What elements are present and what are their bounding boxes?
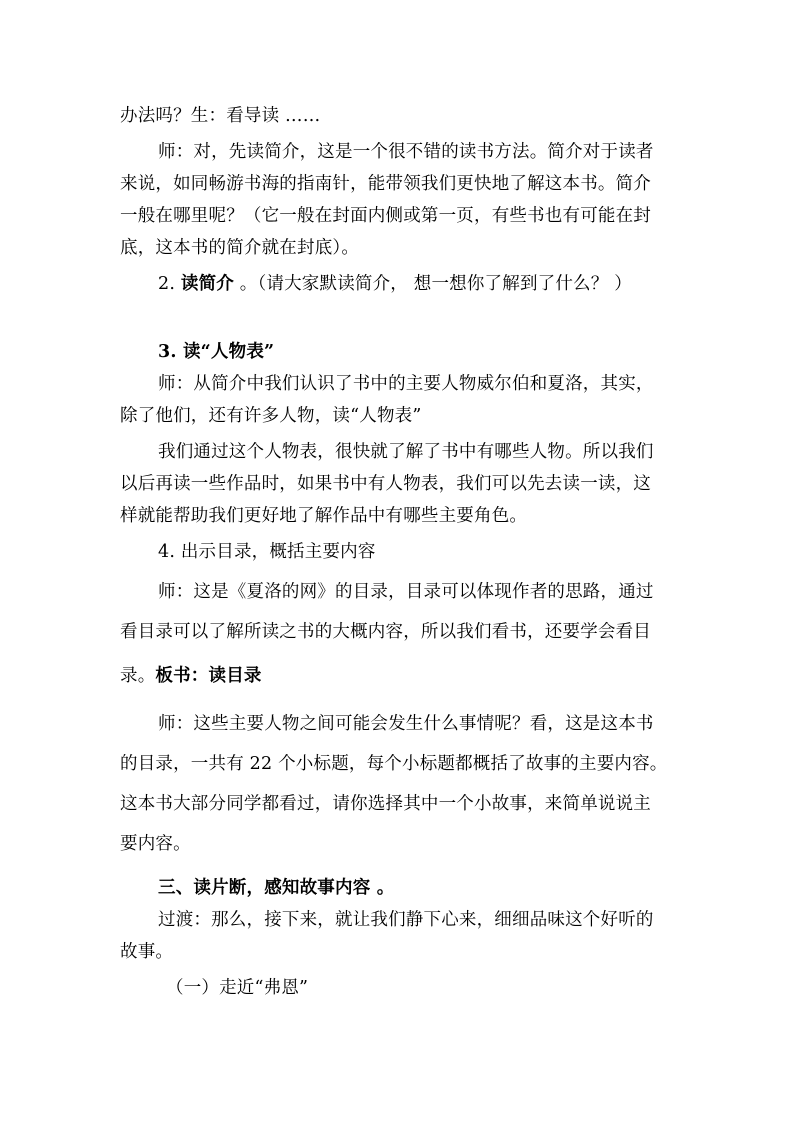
paragraph-line: 师：从简介中我们认识了书中的主要人物威尔伯和夏洛，其实， [158, 374, 654, 394]
paragraph-line: 样就能帮助我们更好地了解作品中有哪些主要角色。 [120, 506, 528, 526]
step-title: 读简介 [180, 274, 234, 294]
paragraph-line: 来说，如同畅游书海的指南针，能带领我们更快地了解这本书。简介 [120, 174, 651, 194]
paragraph-line: 师：这些主要人物之间可能会发生什么事情呢？看，这是这本书 [158, 714, 654, 734]
section-heading-character-list: 3. 读“人物表” [158, 342, 275, 362]
section-heading-read-intro [158, 272, 632, 296]
paragraph-line: 以后再读一些作品时，如果书中有人物表，我们可以先去读一读，这 [120, 474, 651, 494]
paragraph-line: 看目录可以了解所读之书的大概内容，所以我们看书，还要学会看目 [120, 622, 651, 642]
step-number: 2. [158, 274, 176, 294]
paragraph-line: 除了他们，还有许多人物，读“人物表” [120, 406, 422, 426]
paragraph-text: 录。 [120, 666, 156, 686]
paragraph-line: 底，这本书的简介就在封底）。 [120, 238, 360, 258]
paragraph-line: 我们通过这个人物表，很快就了解了书中有哪些人物。所以我们 [158, 442, 654, 462]
paragraph-line: 师：对，先读简介，这是一个很不错的读书方法。简介对于读者 [158, 142, 654, 162]
paragraph-line: 要内容。 [120, 834, 191, 854]
section-heading-table-of-contents: 4. 出示目录，概括主要内容 [158, 542, 376, 562]
paragraph-line: 一般在哪里呢？（它一般在封面内侧或第一页，有些书也有可能在封 [120, 206, 651, 226]
subsection-heading-fern: （一）走近“弗恩” [166, 978, 309, 998]
paragraph-line-with-board-note [120, 664, 262, 688]
step-instruction: 。（请大家默读简介， 想一想你了解到了什么？ ） [239, 274, 632, 294]
section-heading-read-excerpt: 三、读片断，感知故事内容 。 [158, 878, 395, 898]
paragraph-line: 的目录，一共有 22 个小标题，每个小标题都概括了故事的主要内容。 [120, 754, 668, 774]
paragraph-line: 师：这是《夏洛的网》的目录，目录可以体现作者的思路，通过 [158, 582, 654, 602]
paragraph-line: 故事。 [120, 942, 174, 962]
paragraph-line: 过渡：那么，接下来，就让我们静下心来，细细品味这个好听的 [158, 910, 654, 930]
paragraph-line: 这本书大部分同学都看过，请你选择其中一个小故事，来简单说说主 [120, 794, 651, 814]
board-note: 板书：读目录 [155, 666, 262, 686]
paragraph-line: 办法吗？生：看导读 …… [120, 106, 321, 126]
